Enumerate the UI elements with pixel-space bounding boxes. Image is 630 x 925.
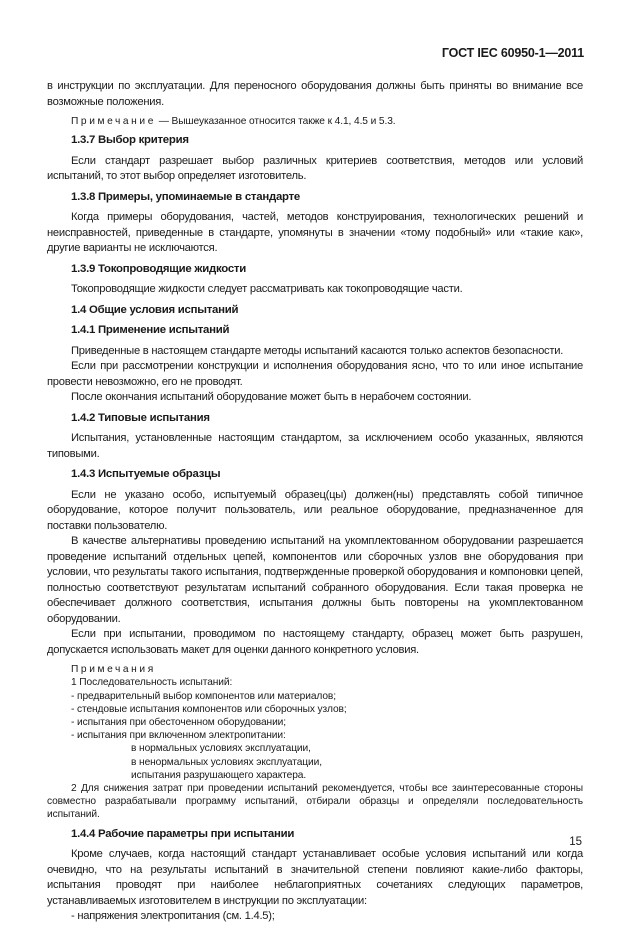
paragraph: Если при испытании, проводимом по настоящему стандарту, образец может быть разрушен, допускается использовать макет для оценки данного конкретного условия. [47, 628, 583, 656]
list-item: - напряжения электропитания (см. 1.4.5); [71, 910, 275, 923]
heading-1-4-3: 1.4.3 Испытуемые образцы [71, 468, 221, 481]
paragraph: После окончания испытаний оборудование может быть в нерабочем состоянии. [71, 391, 472, 404]
standard-header: ГОСТ IEC 60950-1—2011 [441, 46, 584, 60]
note-1-title: 1 Последовательность испытаний: [71, 677, 233, 689]
heading-1-4-2: 1.4.2 Типовые испытания [71, 411, 210, 424]
notes-block [47, 663, 583, 821]
note-label: Примечание [71, 116, 156, 127]
heading-1-3-8: 1.3.8 Примеры, упоминаемые в стандарте [71, 190, 301, 203]
note-list-item: - испытания при включенном электропитании: [71, 730, 286, 742]
heading-1-4-4: 1.4.4 Рабочие параметры при испытании [71, 827, 295, 840]
note-sub-item: в ненормальных условиях эксплуатации, [131, 756, 322, 768]
page-number: 15 [569, 836, 582, 848]
note-list-item: - испытания при обесточенном оборудовании; [71, 717, 286, 729]
paragraph: Когда примеры оборудования, частей, методов конструирования, технологических решений и неисправностей, приведенные в стандарте, упомянуты в значении «тому подобный» или «такие как», другие варианты не исключаются. [47, 211, 583, 255]
paragraph-continuation: в инструкции по эксплуатации. Для переносного оборудования должны быть приняты во внимание все возможные положения. [47, 80, 583, 108]
paragraph: Приведенные в настоящем стандарте методы испытаний касаются только аспектов безопасности. [71, 344, 564, 357]
heading-1-4: 1.4 Общие условия испытаний [71, 303, 239, 316]
heading-1-4-1: 1.4.1 Применение испытаний [71, 324, 230, 337]
notes-label: Примечания [71, 664, 156, 676]
paragraph: Если при рассмотрении конструкции и исполнения оборудования ясно, что то или иное испытание провести невозможно, его не проводят. [47, 360, 583, 388]
paragraph: Токопроводящие жидкости следует рассматривать как токопроводящие части. [71, 283, 463, 296]
note-2: 2 Для снижения затрат при проведении испытаний рекомендуется, чтобы все заинтересованные стороны совместно разрабатывали программу испытаний, отбирали образцы и определяли последовательность испытаний. [47, 783, 583, 821]
document-body [47, 79, 583, 925]
heading-1-3-9: 1.3.9 Токопроводящие жидкости [71, 262, 246, 275]
heading-1-3-7: 1.3.7 Выбор критерия [71, 134, 189, 147]
note-list-item: - стендовые испытания компонентов или сборочных узлов; [71, 703, 347, 715]
paragraph: Если стандарт разрешает выбор различных критериев соответствия, методов или условий испытаний, то этот выбор определяет изготовитель. [47, 154, 583, 183]
paragraph: Испытания, установленные настоящим стандартом, за исключением особо указанных, являются типовыми. [47, 432, 583, 460]
note [71, 115, 583, 128]
note-text: — Вышеуказанное относится также к 4.1, 4.5 и 5.3. [155, 116, 396, 127]
paragraph: Если не указано особо, испытуемый образец(цы) должен(ны) представлять собой типичное оборудование, которое получит пользователь, или реальное оборудование, предназначенное для поставки пользователю. [47, 488, 583, 532]
note-sub-item: испытания разрушающего характера. [131, 769, 307, 781]
paragraph: Кроме случаев, когда настоящий стандарт устанавливает особые условия испытаний или когда очевидно, что на результаты испытаний в значительной степени повлияют какие-либо факторы, испытания проводят при наиболее неблагоприятных сочетаниях следующих параметров, устанавливаемых изготовителем в инструкции по эксплуатации: [47, 848, 583, 907]
note-sub-item: в нормальных условиях эксплуатации, [131, 743, 311, 755]
paragraph: В качестве альтернативы проведению испытаний на укомплектованном оборудовании разрешается проведение испытаний отдельных цепей, компонентов или сборочных узлов вне оборудования при условии, что результаты такого испытания, подтвержденные проверкой оборудования и компоновки цепей, полностью соответствуют результатам испытаний собранного оборудования. Если такая проверка не обеспечивает должного соответствия, испытания должны быть повторены на укомплектованном оборудовании. [47, 535, 583, 625]
note-list-item: - предварительный выбор компонентов или материалов; [71, 690, 336, 702]
